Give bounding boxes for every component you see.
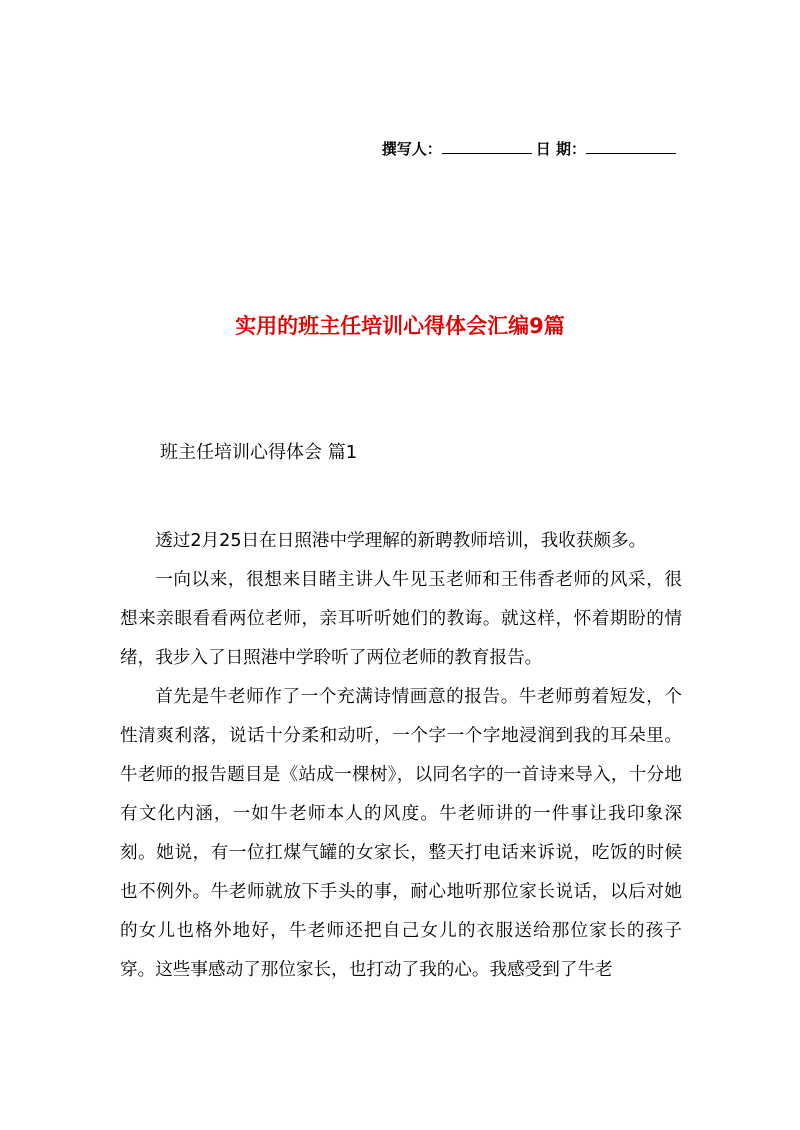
date-blank [586,139,676,154]
section-heading: 班主任培训心得体会 篇1 [160,442,358,463]
date-label: 日 期： [535,140,586,158]
paragraph: 透过2月25日在日照港中学理解的新聘教师培训，我收获颇多。 [155,531,647,551]
document-title: 实用的班主任培训心得体会汇编9篇 [235,314,565,338]
paragraph: 一向以来，很想来目睹主讲人牛见玉老师和王伟香老师的风采，很想来亲眼看看两位老师，亲耳听听她们的教诲。就这样，怀着期盼的情绪，我步入了日照港中学聆听了两位老师的教育报告。 [120,570,682,668]
author-blank [442,139,532,154]
author-date-line [382,138,680,159]
author-label: 撰写人： [381,140,442,158]
paragraph: 首先是牛老师作了一个充满诗情画意的报告。牛老师剪着短发，个性清爽利落，说话十分柔和动听，一个字一个字地浸润到我的耳朵里。牛老师的报告题目是《站成一棵树》，以同名字的一首诗来导入，十分地有文化内涵，一如牛老师本人的风度。牛老师讲的一件事让我印象深刻。她说，有一位扛煤气罐的女家长，整天打电话来诉说，吃饭的时候也不例外。牛老师就放下手头的事，耐心地听那位家长说话，以后对她的女儿也格外地好，牛老师还把自己女儿的衣服送给那位家长的孩子穿。这些事感动了那位家长，也打动了我的心。我感受到了牛老 [120,687,682,980]
body-text [120,522,682,990]
